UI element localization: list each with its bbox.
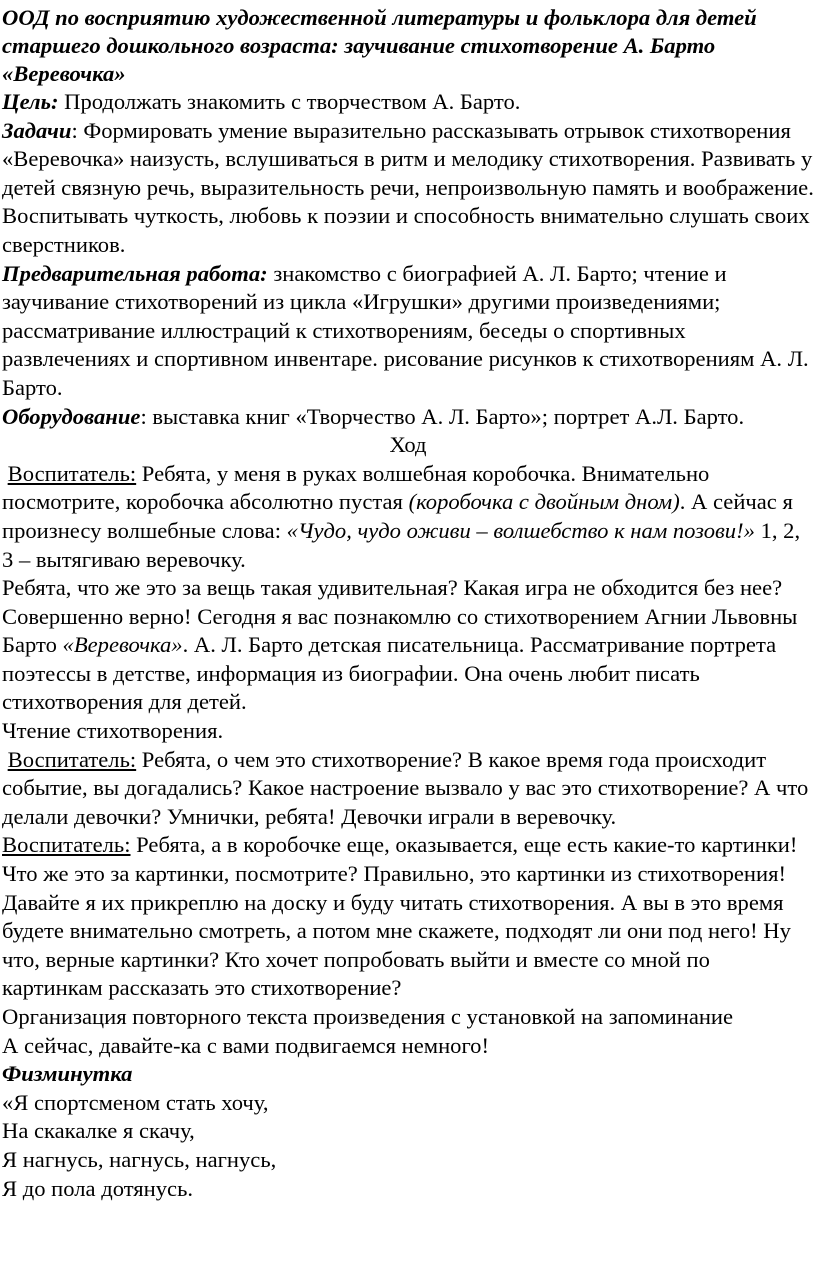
physminute-heading: Физминутка bbox=[2, 1061, 133, 1087]
equipment-paragraph bbox=[2, 403, 814, 432]
tasks-label: Задачи bbox=[2, 117, 72, 143]
paragraph-text: Ребята, а в коробочке еще, оказывается, еще есть какие-то картинки! Что же это за картинки, посмотрите? Правильно, это картинки из стихотворения! Давайте я их прикреплю на доску и буду читать стихотворения. А вы в это время будете внимательно смотреть, а потом мне скажете, подходят ли они под него! Ну что, верные картинки? Кто хочет попробовать выйти и вместе со мной по картинкам рассказать это стихотворение? bbox=[2, 832, 798, 1001]
poem-line: «Я спортсменом стать хочу, bbox=[2, 1089, 269, 1115]
teacher-paragraph-3 bbox=[2, 831, 814, 1003]
teacher-paragraph-2 bbox=[2, 746, 814, 832]
paragraph-7: А сейчас, давайте-ка с вами подвигаемся немного! bbox=[2, 1032, 489, 1058]
tasks-text: : Формировать умение выразительно рассказывать отрывок стихотворения «Веревочка» наизусть, вслушиваться в ритм и мелодику стихотворения. Развивать у детей связную речь, выразительность речи, непроизвольную память и воображение. Воспитывать чуткость, любовь к поэзии и способность внимательно слушать своих сверстников. bbox=[2, 117, 814, 257]
paragraph-italic-text: (коробочка с двойным дном) bbox=[408, 489, 680, 515]
paragraph-text: 1, 2, 3 – вытягиваю веревочку. bbox=[2, 517, 801, 572]
paragraph-text: Ребята, что же это за вещь такая удивительная? Какая игра не обходится без нее? Совершенно верно! Сегодня я вас познакомлю со стихотворением Агнии Львовны Барто bbox=[2, 575, 798, 658]
paragraph-text: Ребята, у меня в руках волшебная коробочка. Внимательно посмотрите, коробочка абсолютно пустая bbox=[2, 460, 710, 515]
prework-label: Предварительная работа: bbox=[2, 260, 268, 286]
lesson-title: ООД по восприятию художественной литературы и фольклора для детей старшего дошкольного возраста: заучивание стихотворение А. Барто «Веревочка» bbox=[2, 5, 757, 86]
section-heading: Ход bbox=[389, 432, 427, 458]
speaker-label: Воспитатель: bbox=[7, 460, 137, 486]
paragraph-6: Организация повторного текста произведения с установкой на запоминание bbox=[2, 1004, 734, 1029]
paragraph-2 bbox=[2, 574, 814, 717]
paragraph-text: . А сейчас я произнесу волшебные слова: bbox=[2, 489, 793, 543]
goal-paragraph bbox=[2, 88, 814, 117]
goal-label: Цель: bbox=[2, 89, 59, 114]
paragraph-text: Ребята, о чем это стихотворение? В какое время года происходит событие, вы догадались? Какое настроение вызвало у вас это стихотворение? А что делали девочки? Умнички, ребята! Девочки играли в веревочку. bbox=[2, 746, 809, 829]
poem-line: Я нагнусь, нагнусь, нагнусь, bbox=[2, 1146, 277, 1172]
poem-line: На скакалке я скачу, bbox=[2, 1118, 195, 1144]
speaker-label: Воспитатель: bbox=[2, 832, 131, 858]
paragraph-3: Чтение стихотворения. bbox=[2, 718, 224, 744]
tasks-paragraph bbox=[2, 117, 814, 260]
equipment-label: Оборудование bbox=[2, 403, 141, 429]
equipment-text: : выставка книг «Творчество А. Л. Барто»; портрет А.Л. Барто. bbox=[140, 403, 745, 429]
poem-line: Я до пола дотянусь. bbox=[2, 1175, 194, 1201]
prework-text: знакомство с биографией А. Л. Барто; чтение и заучивание стихотворений из цикла «Игрушки» другими произведениями; рассматривание иллюстраций к стихотворениям, беседы о спортивных развлечениях и спортивном инвентаре. рисование рисунков к стихотворениям А. Л. Барто. bbox=[2, 260, 809, 400]
speaker-label: Воспитатель: bbox=[7, 746, 137, 772]
magic-words: «Чудо, чудо оживи – волшебство к нам позови!» bbox=[286, 517, 755, 543]
goal-text: Продолжать знакомить с творчеством А. Барто. bbox=[58, 89, 521, 114]
teacher-paragraph-1 bbox=[2, 460, 814, 574]
prework-paragraph bbox=[2, 260, 814, 403]
poem-title-italic: «Веревочка» bbox=[62, 632, 183, 658]
paragraph-text: . А. Л. Барто детская писательница. Рассматривание портрета поэтессы в детстве, информация из биографии. Она очень любит писать стихотворения для детей. bbox=[2, 632, 777, 715]
